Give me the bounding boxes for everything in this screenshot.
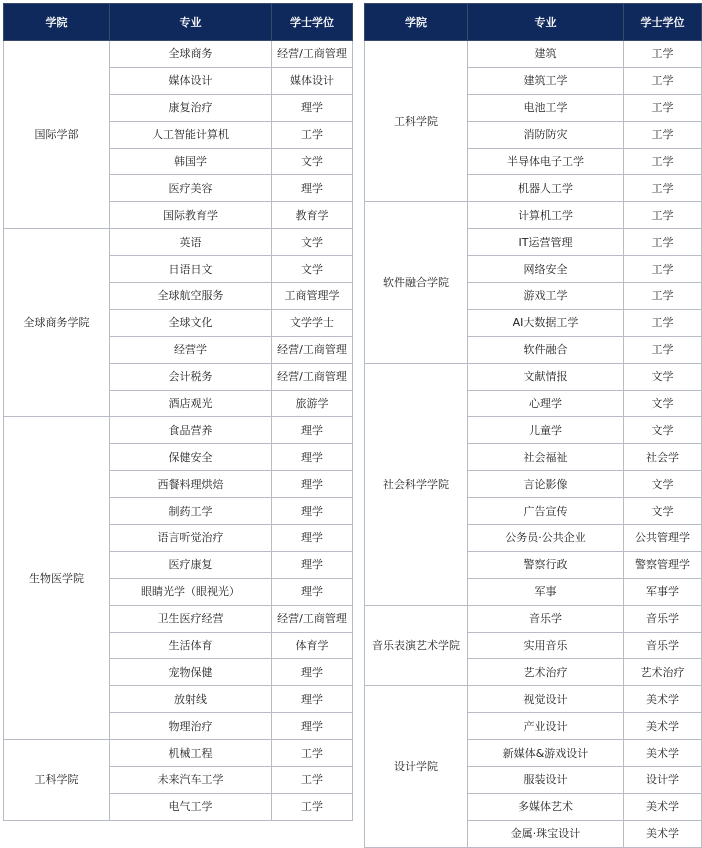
degree-cell: 理学 bbox=[272, 551, 353, 578]
major-cell: 网络安全 bbox=[468, 256, 624, 283]
major-cell: 未来汽车工学 bbox=[110, 767, 272, 794]
major-cell: 多媒体艺术 bbox=[468, 793, 624, 820]
major-cell: 电气工学 bbox=[110, 793, 272, 820]
degree-cell: 工学 bbox=[624, 309, 702, 336]
degree-cell: 教育学 bbox=[272, 202, 353, 229]
major-cell: 酒店观光 bbox=[110, 390, 272, 417]
degree-cell: 艺术治疗 bbox=[624, 659, 702, 686]
degree-cell: 工学 bbox=[624, 256, 702, 283]
major-cell: 康复治疗 bbox=[110, 94, 272, 121]
table-row bbox=[4, 229, 353, 256]
degree-cell: 文学 bbox=[272, 148, 353, 175]
degree-cell: 文学 bbox=[624, 390, 702, 417]
major-cell: 心理学 bbox=[468, 390, 624, 417]
major-cell: 制药工学 bbox=[110, 498, 272, 525]
degree-cell: 工商管理学 bbox=[272, 283, 353, 310]
degree-cell: 工学 bbox=[624, 283, 702, 310]
table-row bbox=[365, 41, 702, 68]
degree-cell: 文学 bbox=[624, 471, 702, 498]
degree-cell: 经营/工商管理 bbox=[272, 605, 353, 632]
major-cell: 公务员·公共企业 bbox=[468, 525, 624, 552]
degree-cell: 美术学 bbox=[624, 820, 702, 847]
header-major: 专业 bbox=[468, 4, 624, 41]
degree-cell: 文学 bbox=[624, 363, 702, 390]
major-cell: 生活体育 bbox=[110, 632, 272, 659]
college-cell: 设计学院 bbox=[365, 686, 468, 847]
major-cell: 全球商务 bbox=[110, 41, 272, 68]
major-cell: 全球文化 bbox=[110, 309, 272, 336]
table-body bbox=[365, 41, 702, 848]
major-cell: 服装设计 bbox=[468, 767, 624, 794]
major-cell: 广告宣传 bbox=[468, 498, 624, 525]
header-college: 学院 bbox=[365, 4, 468, 41]
degree-cell: 媒体设计 bbox=[272, 67, 353, 94]
table-row bbox=[4, 417, 353, 444]
degree-cell: 理学 bbox=[272, 444, 353, 471]
degree-cell: 公共管理学 bbox=[624, 525, 702, 552]
table-row bbox=[365, 605, 702, 632]
degree-cell: 经营/工商管理 bbox=[272, 41, 353, 68]
degree-cell: 工学 bbox=[272, 767, 353, 794]
degree-cell: 社会学 bbox=[624, 444, 702, 471]
major-cell: 机械工程 bbox=[110, 740, 272, 767]
major-cell: 宠物保健 bbox=[110, 659, 272, 686]
degree-cell: 工学 bbox=[624, 121, 702, 148]
degree-cell: 军事学 bbox=[624, 578, 702, 605]
major-cell: 眼睛光学（眼视光） bbox=[110, 578, 272, 605]
major-cell: 软件融合 bbox=[468, 336, 624, 363]
degree-cell: 体育学 bbox=[272, 632, 353, 659]
table-row bbox=[4, 41, 353, 68]
major-cell: 韩国学 bbox=[110, 148, 272, 175]
major-cell: 计算机工学 bbox=[468, 202, 624, 229]
major-cell: 食品营养 bbox=[110, 417, 272, 444]
majors-table-left bbox=[3, 3, 353, 821]
major-cell: 国际教育学 bbox=[110, 202, 272, 229]
major-cell: 医疗美容 bbox=[110, 175, 272, 202]
degree-cell: 美术学 bbox=[624, 713, 702, 740]
major-cell: 会计税务 bbox=[110, 363, 272, 390]
degree-cell: 理学 bbox=[272, 498, 353, 525]
degree-cell: 美术学 bbox=[624, 793, 702, 820]
degree-cell: 理学 bbox=[272, 525, 353, 552]
major-cell: 儿童学 bbox=[468, 417, 624, 444]
major-cell: 卫生医疗经营 bbox=[110, 605, 272, 632]
major-cell: 西餐料理烘焙 bbox=[110, 471, 272, 498]
major-cell: 医疗康复 bbox=[110, 551, 272, 578]
header-row bbox=[4, 4, 353, 41]
header-row bbox=[365, 4, 702, 41]
table-row bbox=[365, 363, 702, 390]
major-cell: 物理治疗 bbox=[110, 713, 272, 740]
major-cell: 建筑 bbox=[468, 41, 624, 68]
degree-cell: 工学 bbox=[272, 793, 353, 820]
table-row bbox=[4, 740, 353, 767]
degree-cell: 工学 bbox=[272, 121, 353, 148]
major-cell: 经营学 bbox=[110, 336, 272, 363]
major-cell: 英语 bbox=[110, 229, 272, 256]
major-cell: 实用音乐 bbox=[468, 632, 624, 659]
college-cell: 社会科学学院 bbox=[365, 363, 468, 605]
degree-cell: 理学 bbox=[272, 578, 353, 605]
major-cell: 警察行政 bbox=[468, 551, 624, 578]
table-row bbox=[365, 202, 702, 229]
major-cell: 文献情报 bbox=[468, 363, 624, 390]
degree-cell: 理学 bbox=[272, 713, 353, 740]
degree-cell: 美术学 bbox=[624, 686, 702, 713]
degree-cell: 设计学 bbox=[624, 767, 702, 794]
major-cell: 保健安全 bbox=[110, 444, 272, 471]
major-cell: 机器人工学 bbox=[468, 175, 624, 202]
degree-cell: 理学 bbox=[272, 175, 353, 202]
major-cell: 视觉设计 bbox=[468, 686, 624, 713]
major-cell: 社会福祉 bbox=[468, 444, 624, 471]
header-college: 学院 bbox=[4, 4, 110, 41]
college-cell: 全球商务学院 bbox=[4, 229, 110, 417]
degree-cell: 工学 bbox=[624, 94, 702, 121]
degree-cell: 旅游学 bbox=[272, 390, 353, 417]
major-cell: 媒体设计 bbox=[110, 67, 272, 94]
college-cell: 工科学院 bbox=[365, 41, 468, 202]
degree-cell: 工学 bbox=[624, 175, 702, 202]
major-cell: 语言听觉治疗 bbox=[110, 525, 272, 552]
header-major: 专业 bbox=[110, 4, 272, 41]
major-cell: 电池工学 bbox=[468, 94, 624, 121]
major-cell: 音乐学 bbox=[468, 605, 624, 632]
degree-cell: 美术学 bbox=[624, 740, 702, 767]
degree-cell: 工学 bbox=[272, 740, 353, 767]
major-cell: 金属·珠宝设计 bbox=[468, 820, 624, 847]
degree-cell: 警察管理学 bbox=[624, 551, 702, 578]
college-cell: 国际学部 bbox=[4, 41, 110, 229]
header-degree: 学士学位 bbox=[624, 4, 702, 41]
degree-cell: 理学 bbox=[272, 94, 353, 121]
degree-cell: 工学 bbox=[624, 202, 702, 229]
major-cell: 军事 bbox=[468, 578, 624, 605]
table-row bbox=[365, 686, 702, 713]
degree-cell: 音乐学 bbox=[624, 605, 702, 632]
degree-cell: 经营/工商管理 bbox=[272, 336, 353, 363]
college-cell: 生物医学院 bbox=[4, 417, 110, 740]
degree-cell: 音乐学 bbox=[624, 632, 702, 659]
college-cell: 音乐表演艺术学院 bbox=[365, 605, 468, 686]
degree-cell: 工学 bbox=[624, 41, 702, 68]
degree-cell: 工学 bbox=[624, 148, 702, 175]
major-cell: 放射线 bbox=[110, 686, 272, 713]
major-cell: AI大数据工学 bbox=[468, 309, 624, 336]
major-cell: 艺术治疗 bbox=[468, 659, 624, 686]
major-cell: 半导体电子工学 bbox=[468, 148, 624, 175]
major-cell: 建筑工学 bbox=[468, 67, 624, 94]
degree-cell: 工学 bbox=[624, 336, 702, 363]
major-cell: 日语日文 bbox=[110, 256, 272, 283]
major-cell: 人工智能计算机 bbox=[110, 121, 272, 148]
header-degree: 学士学位 bbox=[272, 4, 353, 41]
degree-cell: 文学 bbox=[624, 498, 702, 525]
degree-cell: 文学 bbox=[272, 229, 353, 256]
college-cell: 软件融合学院 bbox=[365, 202, 468, 363]
degree-cell: 文学 bbox=[624, 417, 702, 444]
degree-cell: 工学 bbox=[624, 229, 702, 256]
degree-cell: 理学 bbox=[272, 686, 353, 713]
degree-cell: 理学 bbox=[272, 471, 353, 498]
degree-cell: 经营/工商管理 bbox=[272, 363, 353, 390]
degree-cell: 文学学士 bbox=[272, 309, 353, 336]
majors-table-right bbox=[364, 3, 702, 848]
major-cell: IT运营管理 bbox=[468, 229, 624, 256]
table-body bbox=[4, 41, 353, 821]
major-cell: 游戏工学 bbox=[468, 283, 624, 310]
degree-cell: 理学 bbox=[272, 417, 353, 444]
degree-cell: 文学 bbox=[272, 256, 353, 283]
major-cell: 言论影像 bbox=[468, 471, 624, 498]
major-cell: 全球航空服务 bbox=[110, 283, 272, 310]
major-cell: 消防防灾 bbox=[468, 121, 624, 148]
degree-cell: 工学 bbox=[624, 67, 702, 94]
degree-cell: 理学 bbox=[272, 659, 353, 686]
major-cell: 新媒体&游戏设计 bbox=[468, 740, 624, 767]
college-cell: 工科学院 bbox=[4, 740, 110, 821]
major-cell: 产业设计 bbox=[468, 713, 624, 740]
